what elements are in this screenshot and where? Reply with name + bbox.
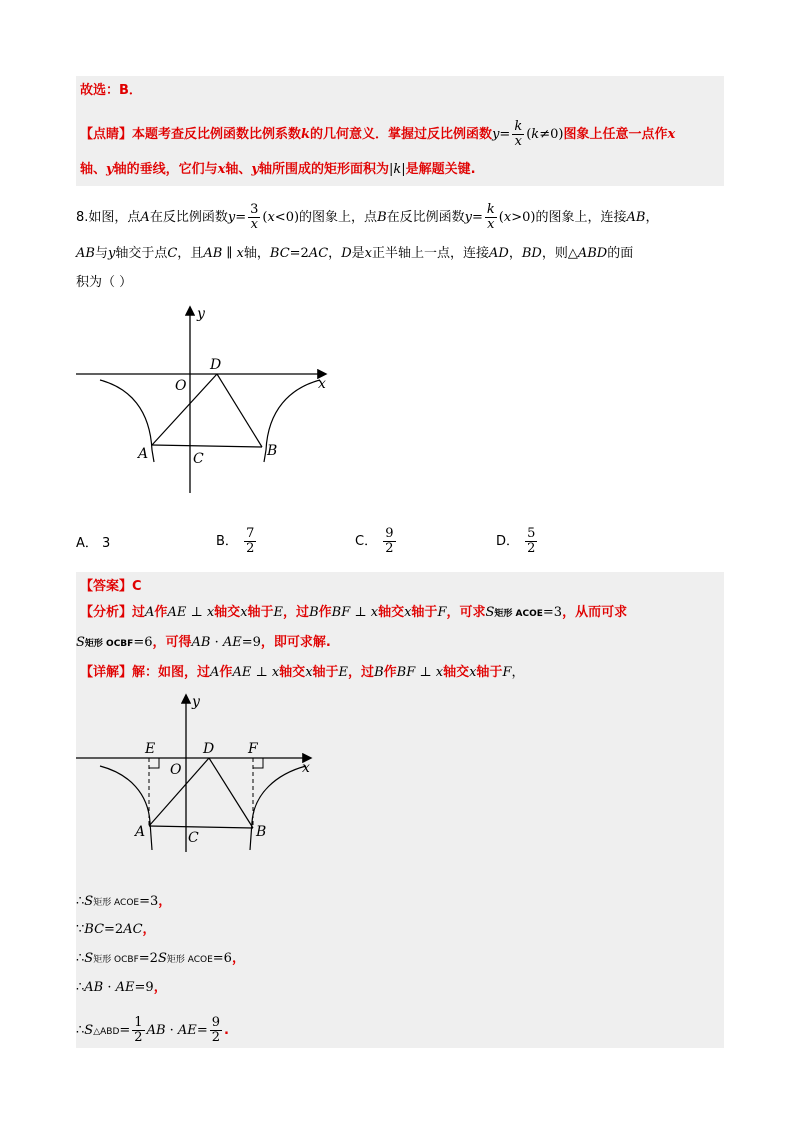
step-3: ∴S矩形 OCBF=2S矩形 ACOE=6， — [76, 951, 245, 966]
analysis-line-2: S矩形 OCBF=6，可得AB · AE=9，即可求解. — [76, 635, 331, 650]
segment-ab — [152, 445, 262, 447]
label-b: B — [267, 443, 278, 459]
segment-ab-2 — [149, 826, 253, 828]
detail-line: 【详解】解：如图，过A作AE ⊥ x轴交x轴于E，过B作BF ⊥ x轴交x轴于F， — [80, 665, 525, 680]
label-d-2: D — [203, 741, 215, 757]
step-4: ∴AB · AE=9， — [76, 980, 167, 995]
right-angle-e — [149, 758, 159, 768]
analysis-line-1: 【分析】过A作AE ⊥ x轴交x轴于E，过B作BF ⊥ x轴交x轴于F，可求S矩形 ACOE=3，从而可求 — [80, 605, 628, 620]
right-angle-f — [253, 758, 263, 768]
label-x-2: x — [302, 760, 310, 776]
step-5: ∴S△ABD= $\frac{1}{2}$ AB · AE= $\frac{9}{2}$ . — [76, 1015, 229, 1045]
figure-2 — [70, 690, 320, 860]
label-o-2: O — [170, 762, 182, 778]
label-e-2: E — [145, 741, 156, 757]
segment-bd — [217, 374, 262, 447]
step-2: ∵BC=2AC， — [76, 922, 156, 937]
question-line-1: 8.如图，点A在反比例函数y= $\frac{3}{x}$ (x<0)的图象上，点B在反比例函数y= $\frac{k}{x}$ (x>0)的图象上，连接AB， — [76, 202, 659, 232]
label-c: C — [193, 451, 204, 467]
label-x: x — [318, 376, 326, 392]
question-line-2: AB与y轴交于点C，且AB ∥ x轴，BC=2AC，D是x正半轴上一点，连接AD，BD，则△ABD的面 — [76, 246, 634, 261]
comment-line-1: 【点睛】本题考查反比例函数比例系数k的几何意义．掌握过反比例函数y= $\frac{k}{x}$ (k≠0)图象上任意一点作x — [80, 119, 676, 149]
question-line-3: 积为（ ） — [76, 275, 133, 290]
label-a: A — [138, 446, 149, 462]
answer-tag-line: 【答案】C — [80, 579, 142, 594]
label-d: D — [210, 357, 222, 373]
label-a-2: A — [135, 824, 146, 840]
label-c-2: C — [188, 830, 199, 846]
option-d[interactable]: D． $\frac{5}{2}$ — [496, 526, 536, 556]
option-c[interactable]: C． $\frac{9}{2}$ — [355, 526, 394, 556]
label-y-2: y — [192, 694, 200, 710]
label-f-2: F — [248, 741, 258, 757]
option-a[interactable]: A． 3 — [76, 536, 111, 551]
step-1: ∴S矩形 ACOE=3， — [76, 894, 172, 909]
answer-line: 故选：B． — [80, 83, 142, 98]
figure-1 — [70, 300, 340, 500]
option-b[interactable]: B． $\frac{7}{2}$ — [216, 526, 255, 556]
comment-line-2: 轴、y轴的垂线，它们与x轴、y轴所围成的矩形面积为|k|是解题关键. — [80, 162, 476, 177]
segment-bd-2 — [209, 758, 253, 828]
label-y: y — [197, 306, 205, 322]
label-o: O — [175, 378, 187, 394]
label-b-2: B — [256, 824, 267, 840]
